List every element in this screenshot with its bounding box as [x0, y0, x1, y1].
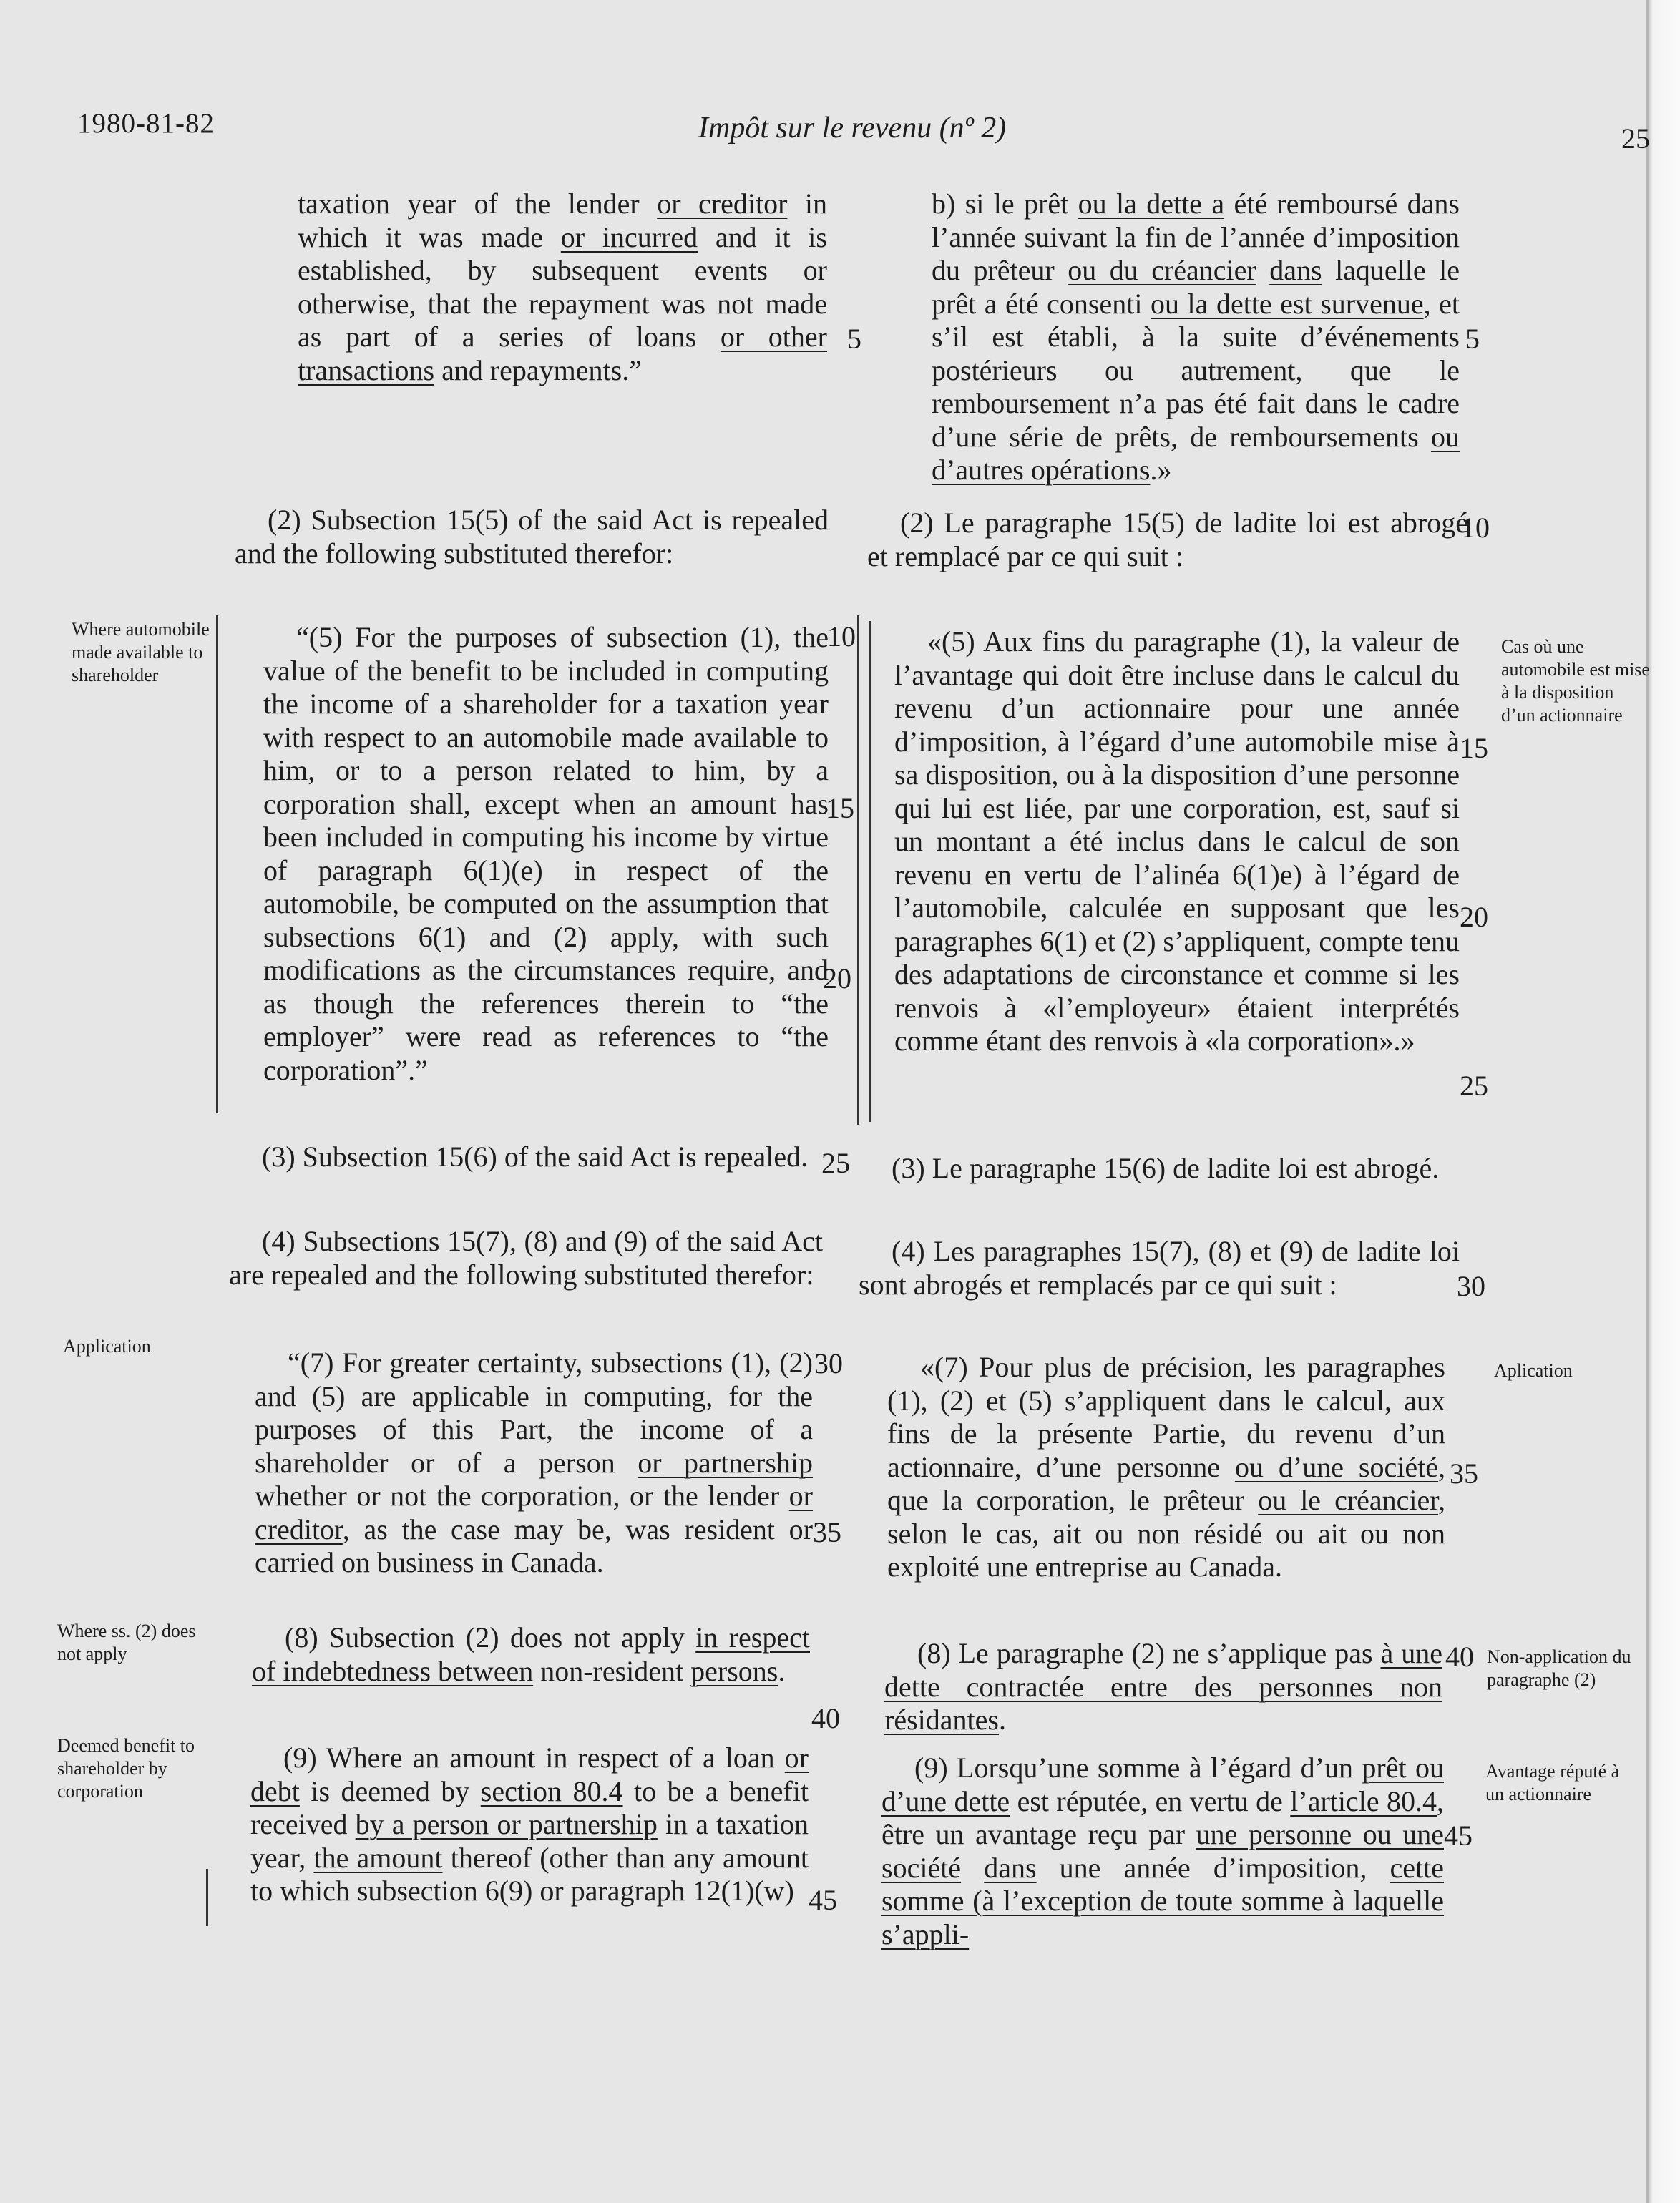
fr-para-2: (2) Le paragraphe 15(5) de ladite loi est abrogé et remplacé par ce qui suit : [867, 507, 1468, 572]
underlined-amendment: the amount [313, 1841, 443, 1874]
en-line-number: 25 [821, 1147, 850, 1179]
change-bar [216, 615, 218, 1113]
fr-line-number: 40 [1445, 1641, 1474, 1673]
en-line-number: 30 [814, 1347, 843, 1379]
underlined-amendment: dans [1269, 254, 1322, 286]
fr-line-number: 25 [1460, 1070, 1488, 1102]
underlined-amendment: ou le créancier [1258, 1484, 1438, 1516]
en-para-4: (3) Subsection 15(6) of the said Act is repealed. [262, 1140, 809, 1173]
en-para-6: “(7) For greater certainty, subsections (1), (2) and (5) are applicable in computing, for the purposes of this Part, the income of a shareholder or of a person or partnership whether or not the corporation, or the lender or creditor, as the case may be, was resident or carried on business in Canada. [255, 1347, 813, 1578]
underlined-amendment: ou d’autres opérations [932, 420, 1460, 486]
fr-para-4: (3) Le paragraphe 15(6) de ladite loi est abrogé. [892, 1152, 1440, 1184]
fr-para-8: (9) Lorsqu’une somme à l’égard d’un prêt ou d’une dette est réputée, en vertu de l’article 80.4, être un avantage reçu par une personne ou une société dans une année d’imposition, cette somme (à l’exception de toute somme à laquelle s’appli- [881, 1752, 1445, 1950]
margin-note-non-application: Non-application du paragraphe (2) [1487, 1646, 1631, 1690]
header-title: Impôt sur le revenu (nº 2) [698, 112, 1007, 145]
underlined-amendment: cette somme (à l’exception de toute somme à laquelle s’appli- [881, 1851, 1445, 1950]
underlined-amendment: in respect of indebtedness between [252, 1621, 810, 1687]
underlined-amendment: or partnership [638, 1446, 813, 1479]
fr-line-number: 45 [1444, 1819, 1473, 1852]
en-line-number: 45 [809, 1884, 837, 1916]
underlined-amendment: section 80.4 [480, 1774, 623, 1807]
margin-note-where-ss2: Where ss. (2) does not apply [57, 1621, 196, 1664]
underlined-amendment: persons [690, 1654, 778, 1687]
en-line-number: 10 [827, 620, 856, 653]
margin-note-deemed-benefit: Deemed benefit to shareholder by corporation [57, 1735, 195, 1802]
fr-line-number: 30 [1457, 1270, 1485, 1302]
fr-line-number: 20 [1460, 901, 1488, 933]
margin-note-avantage: Avantage réputé à un actionnaire [1485, 1761, 1620, 1804]
header-years: 1980-81-82 [77, 108, 215, 139]
en-para-2: (2) Subsection 15(5) of the said Act is repealed and the following substituted therefor: [235, 504, 829, 570]
underlined-amendment: ou la dette est survenue [1151, 287, 1424, 320]
underlined-amendment: ou d’une société [1234, 1450, 1438, 1483]
underlined-amendment: or creditor [657, 187, 788, 220]
page-number: 25 [1621, 122, 1650, 155]
fr-para-1: b) si le prêt ou la dette a été remboursé dans l’année suivant la fin de l’année d’imposition du prêteur ou du créancier dans laquelle le prêt a été consenti ou la dette est survenue, et s’il est établi, à la suite d’événements postérieurs ou autrement, que le remboursement n’a pas été fait dans le cadre d’une série de prêts, de remboursements ou d’autres opérations.» [932, 187, 1460, 486]
change-bar [206, 1869, 208, 1926]
underlined-amendment: or debt [250, 1742, 809, 1807]
en-line-number: 5 [847, 323, 861, 355]
underlined-amendment: or creditor [255, 1480, 813, 1545]
en-line-number: 40 [811, 1702, 840, 1734]
change-bar [869, 621, 871, 1122]
fr-line-number: 35 [1450, 1457, 1478, 1490]
en-para-5: (4) Subsections 15(7), (8) and (9) of the said Act are repealed and the following substituted therefor: [229, 1225, 823, 1291]
underlined-amendment: or incurred [560, 220, 698, 253]
fr-line-number: 10 [1461, 512, 1490, 544]
underlined-amendment: prêt ou d’une dette [881, 1752, 1445, 1817]
fr-line-number: 5 [1465, 323, 1480, 355]
en-line-number: 20 [823, 962, 851, 995]
margin-note-application: Application [63, 1336, 151, 1357]
underlined-amendment: à une dette contractée entre des personnes non résidantes [884, 1637, 1442, 1736]
fr-para-3: «(5) Aux fins du paragraphe (1), la valeur de l’avantage qui doit être incluse dans le calcul du revenu d’un actionnaire pour une année d’imposition, à l’égard d’une automobile mise à sa disposition, ou à la disposition d’une personne qui lui est liée, par une corporation, est, sauf si un montant a été inclus dans le calcul de son revenu en vertu de l’alinéa 6(1)e) à l’égard de l’automobile, calculée en supposant que les paragraphes 6(1) et (2) s’appliquent, compte tenu des adaptations de circonstance et comme si les renvois à «l’employeur» étaient interprétés comme étant des renvois à «la corporation».» [894, 625, 1460, 1057]
margin-note-application-fr: Aplication [1494, 1360, 1573, 1381]
en-para-3: “(5) For the purposes of subsection (1), the value of the benefit to be included in computing the income of a shareholder for a taxation year with respect to an automobile made available to him, or to a person related to him, by a corporation shall, except when an amount has been included in computing his income by virtue of paragraph 6(1)(e) in respect of the automobile, be computed on the assumption that subsections 6(1) and (2) apply, with such modifications as the circumstances require, and as though the references therein to “the employer” were read as references to “the corporation”.” [263, 621, 829, 1086]
fr-para-7: (8) Le paragraphe (2) ne s’applique pas à une dette contractée entre des personnes non résidantes. [884, 1637, 1442, 1736]
margin-note-automobile: Where automobile made available to shareholder [72, 619, 210, 685]
underlined-amendment: dans [984, 1851, 1037, 1884]
underlined-amendment: ou la dette a [1078, 187, 1225, 220]
fr-para-6: «(7) Pour plus de précision, les paragraphes (1), (2) et (5) s’appliquent dans le calcul, aux fins de la présente Partie, du revenu d’un actionnaire, d’une personne ou d’une société, que la corporation, le prêteur ou le créancier, selon le cas, ait ou non résidé ou ait ou non exploité une entreprise au Canada. [887, 1351, 1445, 1583]
en-para-1: taxation year of the lender or creditor in which it was made or incurred and it is established, by subsequent events or otherwise, that the repayment was not made as part of a series of loans or other transactions and repayments.” [298, 187, 827, 386]
underlined-amendment: l’article 80.4 [1290, 1784, 1437, 1817]
change-bar [857, 615, 859, 1125]
en-para-8: (9) Where an amount in respect of a loan or debt is deemed by section 80.4 to be a benefit received by a person or partnership in a taxation year, the amount thereof (other than any amount to which subsection 6(9) or paragraph 12(1)(w) [250, 1742, 809, 1907]
en-line-number: 35 [813, 1516, 841, 1548]
underlined-amendment: une personne ou une société [881, 1818, 1444, 1884]
en-para-7: (8) Subsection (2) does not apply in respect of indebtedness between non-resident persons. [252, 1621, 810, 1687]
underlined-amendment: or other transactions [298, 321, 827, 386]
en-line-number: 15 [826, 792, 854, 824]
margin-note-automobile-fr: Cas où une automobile est mise à la disposition d’un actionnaire [1501, 636, 1650, 726]
underlined-amendment: by a person or partnership [355, 1808, 658, 1840]
underlined-amendment: ou du créancier [1068, 254, 1256, 286]
fr-line-number: 15 [1460, 732, 1488, 764]
page-edge [1646, 0, 1680, 2203]
fr-para-5: (4) Les paragraphes 15(7), (8) et (9) de ladite loi sont abrogés et remplacés par ce qui suit : [859, 1235, 1460, 1301]
